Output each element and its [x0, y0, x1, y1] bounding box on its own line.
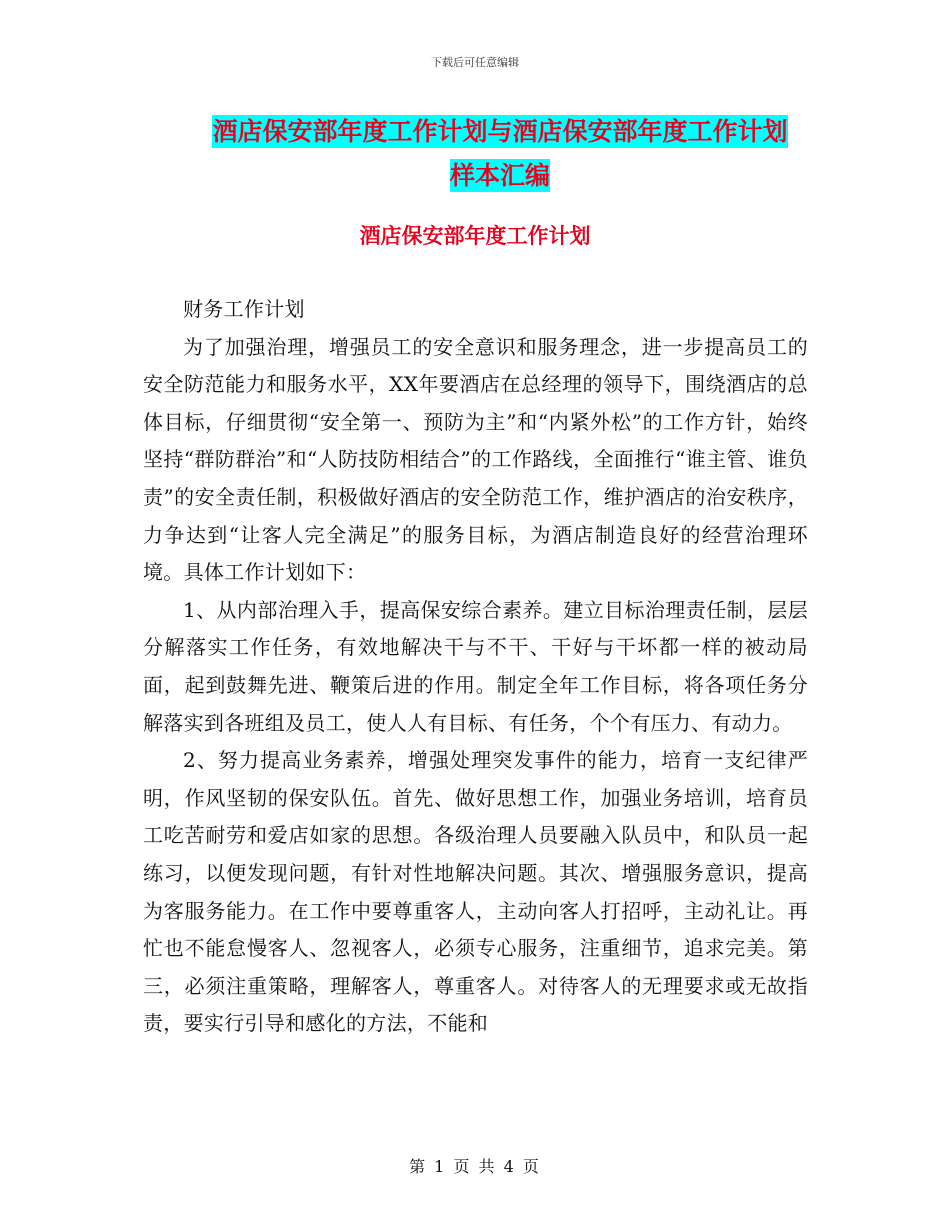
section-title: 酒店保安部年度工作计划 — [359, 224, 591, 248]
document-title — [190, 110, 810, 198]
title-line-1: 酒店保安部年度工作计划与酒店保安部年度工作计划 — [212, 117, 788, 146]
paragraph-subheading: 财务工作计划 — [183, 297, 305, 321]
paragraph: 为了加强治理，增强员工的安全意识和服务理念，进一步提高员工的安全防范能力和服务水平，XX年要酒店在总经理的领导下，围绕酒店的总体目标，仔细贯彻“安全第一、预防为主”和“内紧外松”的工作方针，始终坚持“群防群治”和“人防技防相结合”的工作路线，全面推行“谁主管、谁负责”的安全责任制，积极做好酒店的安全防范工作，维护酒店的治安秩序，力争达到“让客人完全满足”的服务目标，为酒店制造良好的经营治理环境。具体工作计划如下： — [143, 334, 808, 585]
body-text — [143, 291, 808, 1043]
title-line-2: 样本汇编 — [449, 161, 550, 190]
paragraph: 2、努力提高业务素养，增强处理突发事件的能力，培育一支纪律严明，作风坚韧的保安队伍。首先、做好思想工作，加强业务培训，培育员工吃苦耐劳和爱店如家的思想。各级治理人员要融入队员中，和队员一起练习，以便发现问题，有针对性地解决问题。其次、增强服务意识，提高为客服务能力。在工作中要尊重客人，主动向客人打招呼，主动礼让。再忙也不能怠慢客人、忽视客人，必须专心服务，注重细节，追求完美。第三，必须注重策略，理解客人，尊重客人。对待客人的无理要求或无故指责，要实行引导和感化的方法，不能和 — [143, 748, 808, 1036]
download-note: 下载后可任意编辑 — [431, 56, 519, 69]
page-number: 第 1 页 共 4 页 — [409, 1157, 541, 1176]
paragraph: 1、从内部治理入手，提高保安综合素养。建立目标治理责任制，层层分解落实工作任务，有效地解决干与不干、干好与干坏都一样的被动局面，起到鼓舞先进、鞭策后进的作用。制定全年工作目标，将各项任务分解落实到各班组及员工，使人人有目标、有任务，个个有压力、有动力。 — [143, 597, 808, 735]
